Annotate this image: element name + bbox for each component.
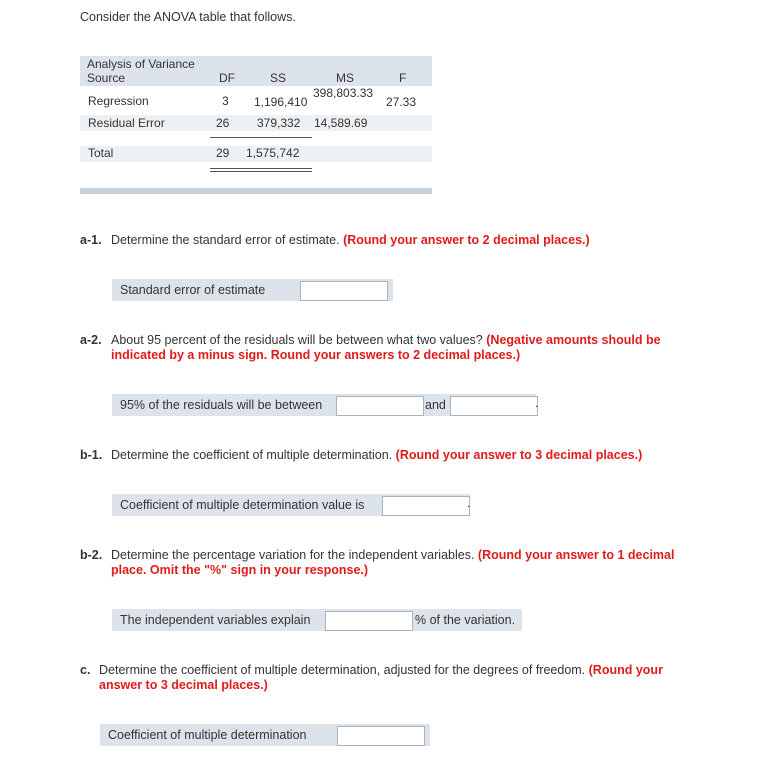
question-text: Determine the standard error of estimate. — [111, 233, 340, 247]
answer-label: Coefficient of multiple determination — [108, 728, 307, 742]
sum-rule — [210, 137, 312, 138]
anova-table — [0, 0, 774, 200]
row-df: 3 — [222, 94, 229, 108]
adjusted-coefficient-input[interactable] — [337, 726, 425, 746]
answer-row-b1 — [112, 494, 470, 516]
question-text: Determine the coefficient of multiple determination. — [111, 448, 393, 462]
percent-variation-input[interactable] — [325, 611, 413, 631]
question-note: (Round your answer to 2 decimal places.) — [343, 233, 590, 247]
table-bottom-bar — [80, 188, 432, 194]
double-rule-top — [210, 168, 312, 169]
question-note: (Round your answer to 1 decimal place. Omit the "%" sign in your response.) — [111, 548, 675, 577]
answer-label: Standard error of estimate — [120, 283, 266, 297]
question-text: About 95 percent of the residuals will be between what two values? — [111, 333, 483, 347]
row-ms: 398,803.33 — [313, 86, 374, 100]
header-ss: SS — [270, 71, 287, 85]
question-number: b-2. — [80, 548, 103, 562]
answer-label: The independent variables explain — [120, 613, 311, 627]
question-a2 — [80, 333, 710, 362]
question-c — [80, 663, 710, 692]
question-b1 — [80, 448, 710, 463]
row-df: 29 — [216, 146, 230, 160]
answer-row-a1 — [112, 279, 393, 301]
row-source: Total — [88, 146, 114, 160]
after-text: % of the variation. — [415, 613, 516, 627]
double-rule-bottom — [210, 171, 312, 172]
answer-row-c — [100, 724, 430, 746]
intro-text: Consider the ANOVA table that follows. — [80, 10, 296, 24]
question-b2 — [80, 548, 710, 577]
question-number: b-1. — [80, 448, 103, 462]
question-number: a-1. — [80, 233, 102, 247]
end-period: . — [467, 496, 471, 510]
residual-upper-input[interactable] — [450, 396, 538, 416]
question-note: (Round your answer to 3 decimal places.) — [395, 448, 643, 462]
question-number: a-2. — [80, 333, 102, 347]
question-note: (Round your answer to 3 decimal places.) — [99, 663, 663, 692]
header-f: F — [399, 71, 407, 85]
and-text: and — [425, 398, 446, 412]
residual-lower-input[interactable] — [336, 396, 424, 416]
header-df: DF — [219, 71, 235, 85]
answer-row-b2 — [112, 609, 522, 631]
header-ms: MS — [336, 71, 354, 85]
header-source: Source — [87, 71, 126, 85]
question-text: Determine the percentage variation for the independent variables. — [111, 548, 475, 562]
answer-label: 95% of the residuals will be between — [120, 398, 323, 412]
standard-error-input[interactable] — [300, 281, 388, 301]
row-ms: 14,589.69 — [314, 116, 368, 130]
question-text: Determine the coefficient of multiple determination, adjusted for the degrees of freedom. — [99, 663, 586, 677]
coefficient-determination-input[interactable] — [382, 496, 470, 516]
anova-title: Analysis of Variance — [87, 57, 195, 71]
row-source: Residual Error — [88, 116, 165, 130]
end-period: . — [535, 396, 539, 410]
question-number: c. — [80, 663, 91, 677]
row-f: 27.33 — [386, 95, 417, 109]
row-df: 26 — [216, 116, 230, 130]
row-ss: 1,575,742 — [246, 146, 300, 160]
answer-label: Coefficient of multiple determination value is — [120, 498, 365, 512]
row-ss: 1,196,410 — [254, 95, 308, 109]
question-note: (Negative amounts should be indicated by a minus sign. Round your answers to 2 decimal places.) — [111, 333, 661, 362]
answer-row-a2 — [112, 394, 539, 416]
row-ss: 379,332 — [257, 116, 301, 130]
question-a1 — [80, 233, 710, 248]
row-source: Regression — [88, 94, 149, 108]
